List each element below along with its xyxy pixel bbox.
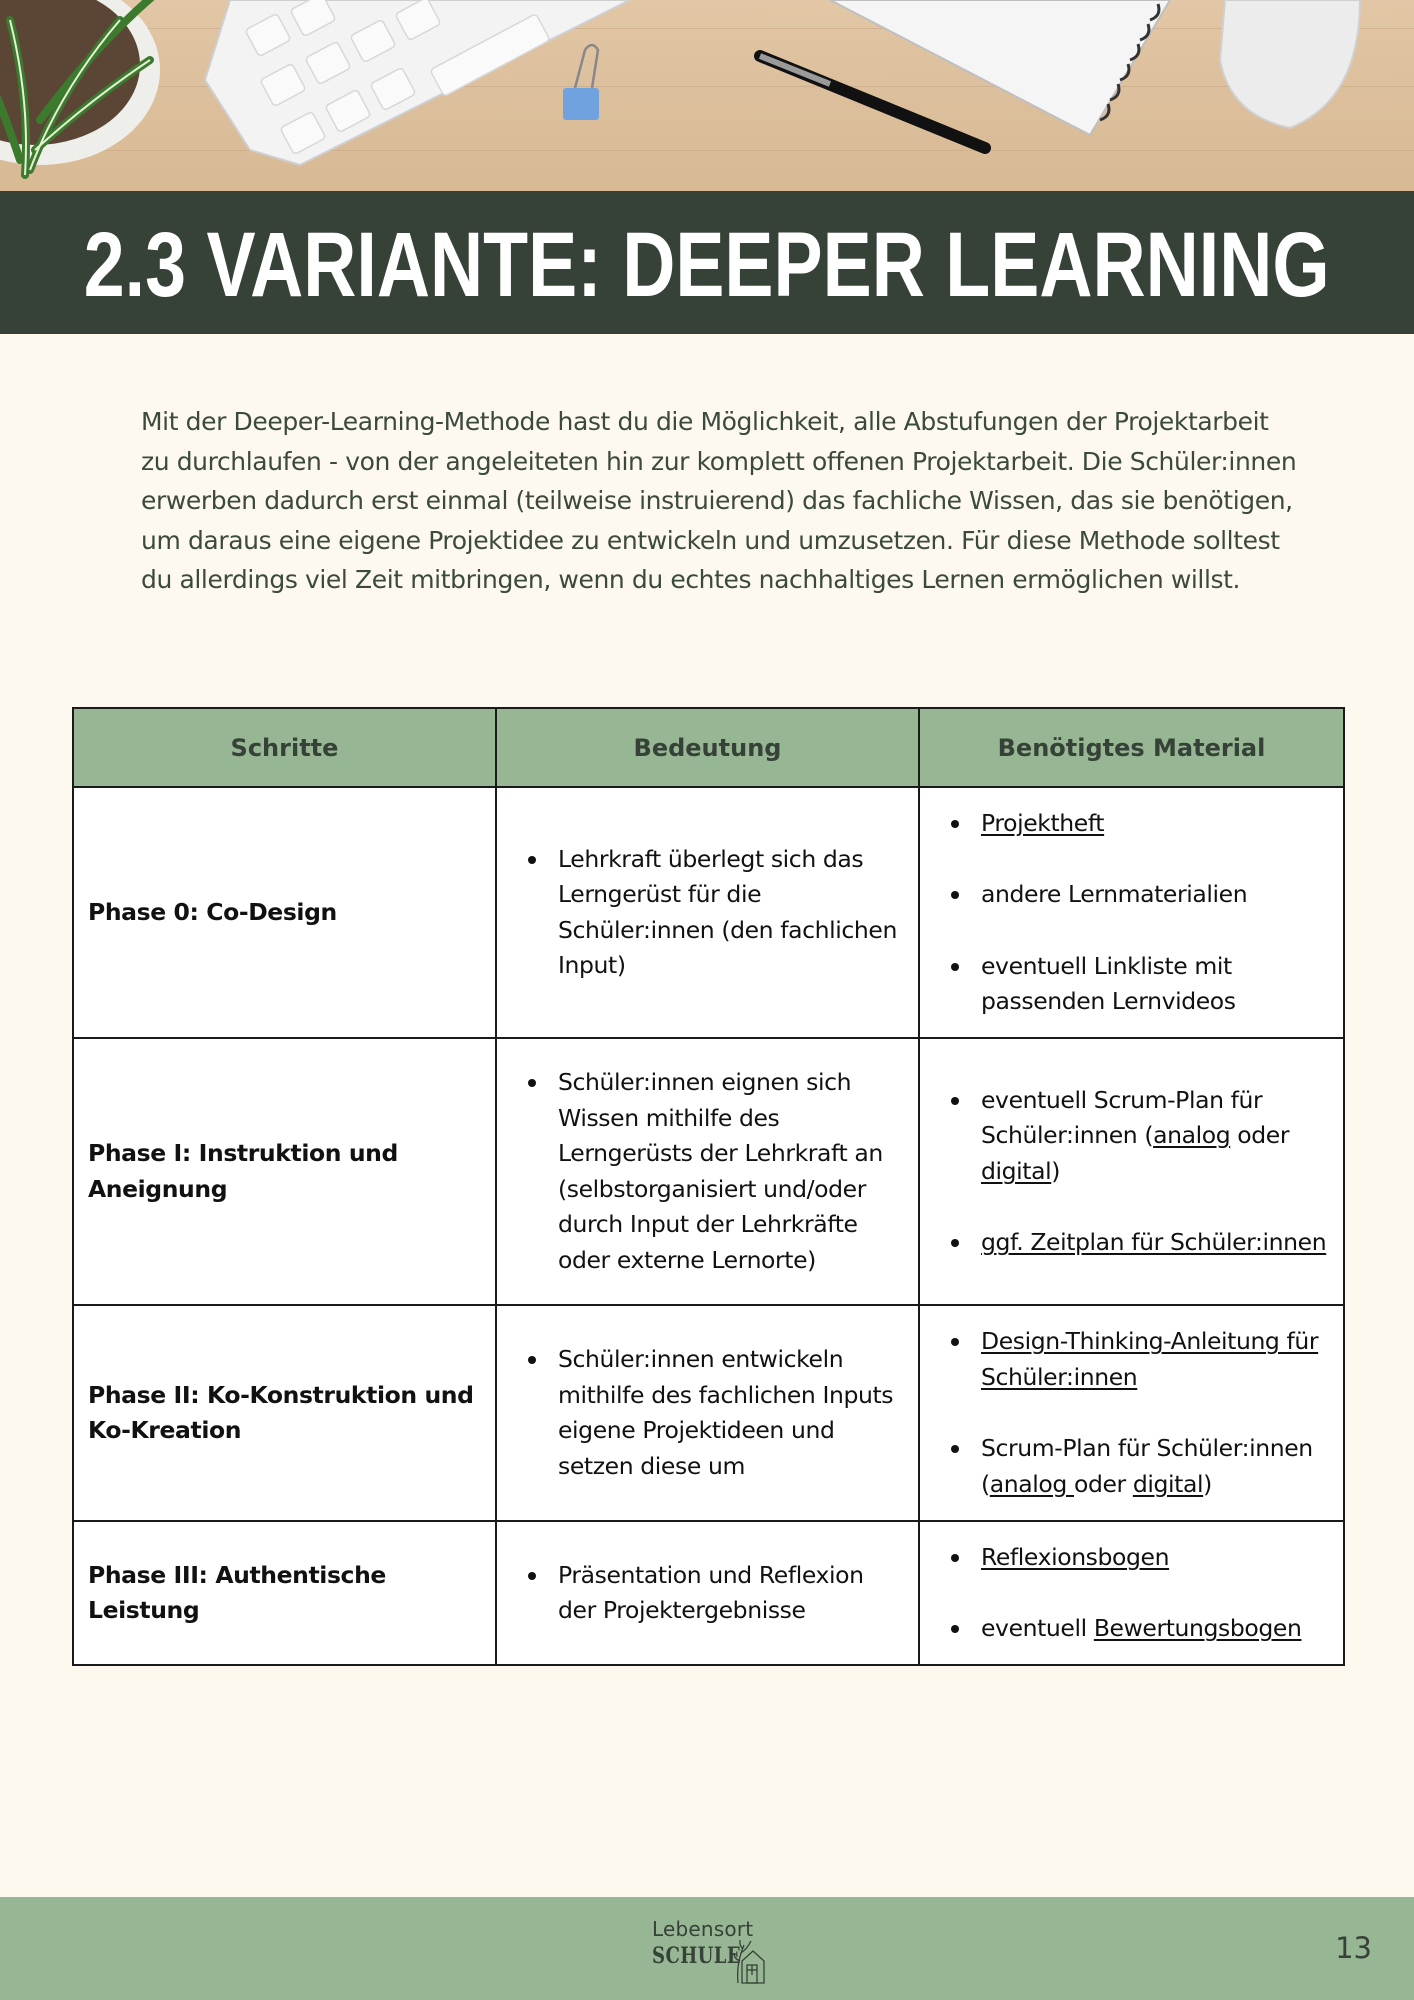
bewertungsbogen-link[interactable]: Bewertungsbogen [1093,1614,1302,1642]
column-header-bedeutung: Bedeutung [496,708,919,787]
phases-table [72,707,1345,1666]
material-text: oder [1073,1469,1133,1498]
material-text: ) [1051,1156,1061,1185]
house-with-plant-icon [732,1939,768,1985]
meaning-cell [496,1038,919,1305]
desk-illustration-icon [0,0,1414,192]
material-cell [919,787,1344,1038]
material-text: eventuell Linkliste mit passenden Lernvideos [981,951,1236,1015]
logo-line2: SCHULE [652,1943,742,1969]
meaning-cell [496,1305,919,1521]
material-text: eventuell [981,1614,1094,1642]
material-text: oder [1230,1121,1290,1149]
step-cell: Phase III: Authentische Leistung [73,1521,496,1665]
material-item [934,1225,1331,1261]
table-row [73,1038,1344,1305]
hero-desk-image [0,0,1414,192]
material-text: Scrum-Plan für Schüler:innen ( [981,1434,1313,1498]
material-item [934,1324,1331,1395]
table-row [73,1305,1344,1521]
meaning-cell [496,1521,919,1665]
material-item [934,949,1331,1020]
lebensort-schule-logo [652,1917,772,1993]
zeitplan-link[interactable]: ggf. Zeitplan für Schüler:innen [981,1228,1327,1256]
page-footer [0,1897,1414,2000]
meaning-item: Präsentation und Reflexion der Projektergebnisse [511,1558,906,1629]
analog-link[interactable]: analog [1153,1121,1231,1149]
material-item [934,1540,1331,1576]
digital-link[interactable]: digital [981,1156,1052,1185]
table-row [73,1521,1344,1665]
step-cell: Phase I: Instruktion und Aneignung [73,1038,496,1305]
analog-link[interactable]: analog [989,1469,1074,1498]
meaning-item: Lehrkraft überlegt sich das Lerngerüst für die Schüler:innen (den fachlichen Input) [511,842,906,984]
material-item [934,877,1331,913]
material-cell [919,1305,1344,1521]
step-cell: Phase II: Ko-Konstruktion und Ko-Kreation [73,1305,496,1521]
step-cell: Phase 0: Co-Design [73,787,496,1038]
material-cell [919,1521,1344,1665]
material-item [934,1083,1331,1190]
meaning-item: Schüler:innen eignen sich Wissen mithilfe des Lerngerüsts der Lehrkraft an (selbstorganisiert und/oder durch Input der Lehrkräfte oder externe Lernorte) [511,1065,906,1278]
material-cell [919,1038,1344,1305]
material-item [934,1431,1331,1502]
design-thinking-link[interactable]: Design-Thinking-Anleitung für Schüler:innen [981,1327,1319,1391]
page-title: 2.3 VARIANTE: DEEPER LEARNING [84,213,1330,316]
column-header-material: Benötigtes Material [919,708,1344,787]
material-item [934,806,1331,842]
projektheft-link[interactable]: Projektheft [981,808,1105,837]
logo-line1: Lebensort [652,1917,754,1941]
digital-link[interactable]: digital [1132,1469,1204,1498]
material-text: eventuell Scrum-Plan für Schüler:innen ( [981,1085,1263,1149]
material-item [934,1611,1331,1647]
intro-paragraph: Mit der Deeper-Learning-Methode hast du die Möglichkeit, alle Abstufungen der Projektarbeit zu durchlaufen - von der angeleiteten hin zur komplett offenen Projektarbeit. Die Schüler:innen erwerben dadurch erst einmal (teilweise instruierend) das fachliche Wissen, das sie benötigen, um daraus eine eigene Projektidee zu entwickeln und umzusetzen. Für diese Methode solltest du allerdings viel Zeit mitbringen, wenn du echtes nachhaltiges Lernen ermöglichen willst. [141,407,1297,594]
table-header-row [73,708,1344,787]
title-band [0,191,1414,334]
page-number: 13 [1335,1931,1372,1965]
meaning-cell [496,787,919,1038]
table-row [73,787,1344,1038]
column-header-schritte: Schritte [73,708,496,787]
meaning-item: Schüler:innen entwickeln mithilfe des fachlichen Inputs eigene Projektideen und setzen diese um [511,1342,906,1484]
reflexionsbogen-link[interactable]: Reflexionsbogen [981,1542,1170,1571]
material-text: ) [1203,1469,1212,1498]
material-text: andere Lernmaterialien [981,880,1248,908]
